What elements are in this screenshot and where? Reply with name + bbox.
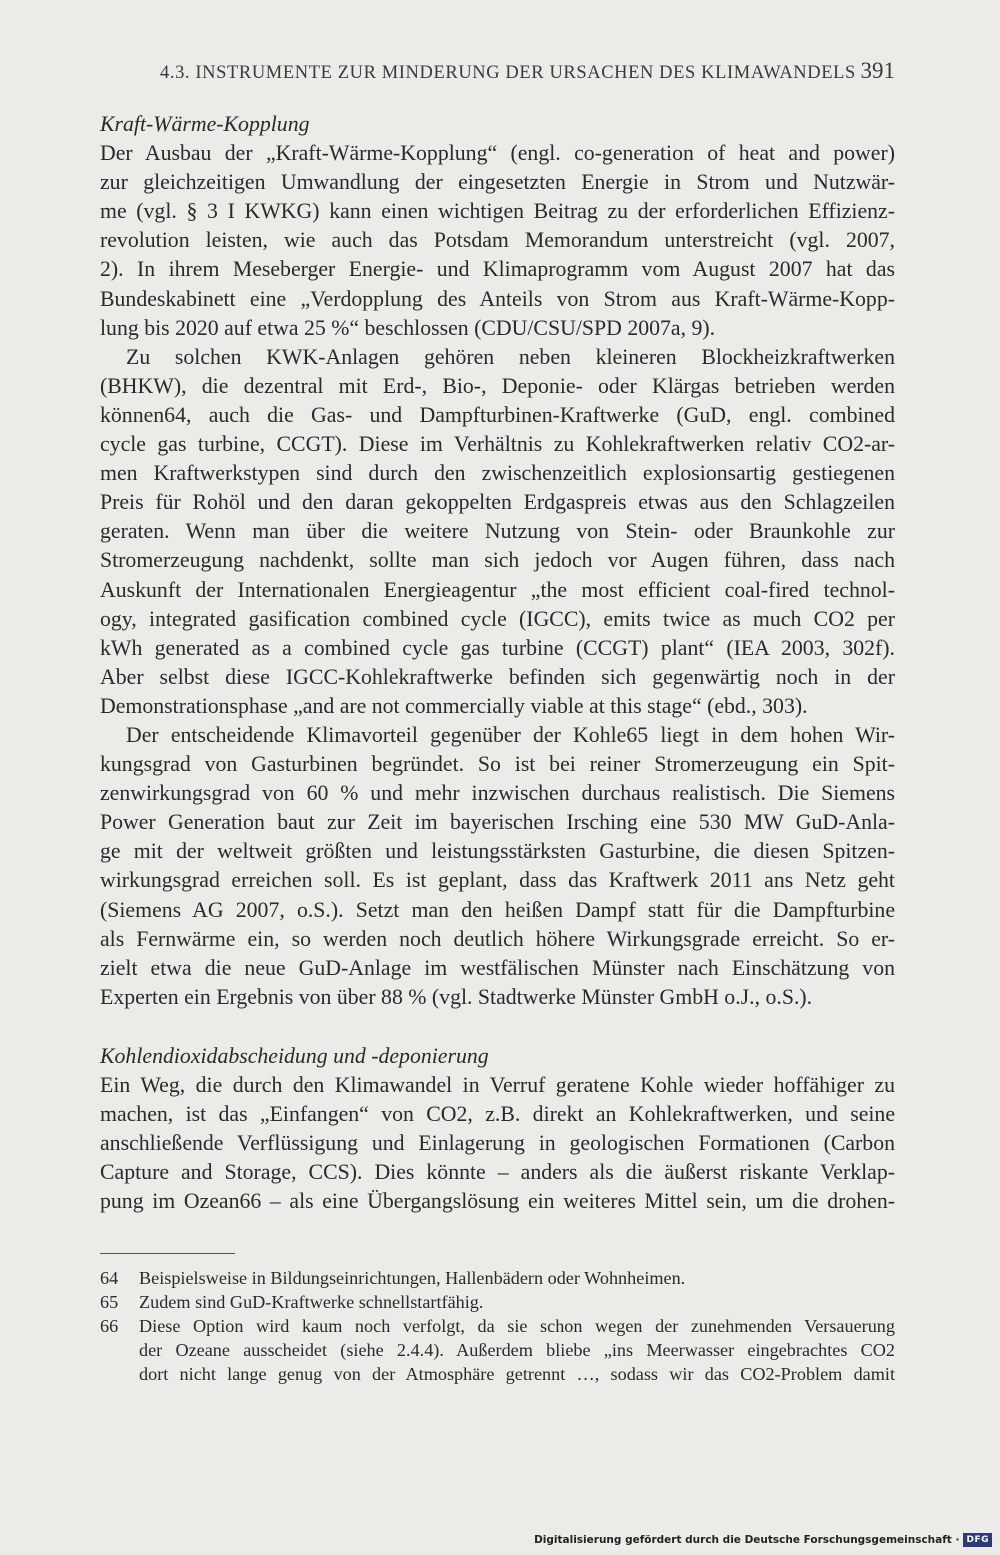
main-text <box>100 110 895 1216</box>
text-line: Der entscheidende Klimavorteil gegenüber der Kohle65 liegt in dem hohen Wir- <box>126 722 895 747</box>
footnote-text: der Ozeane ausscheidet (siehe 2.4.4). Außerdem bliebe „ins Meerwasser eingebrachtes CO2 <box>139 1340 895 1360</box>
text-line: Power Generation baut zur Zeit im bayerischen Irsching eine 530 MW GuD-Anla- <box>100 810 895 835</box>
footnote-text: Diese Option wird kaum noch verfolgt, da sie schon wegen der zunehmenden Versauerung <box>139 1316 895 1336</box>
footnote-text: dort nicht lange genug von der Atmosphäre getrennt …, sodass wir das CO2-Problem damit <box>139 1364 895 1384</box>
text-line: geraten. Wenn man über die weitere Nutzung von Stein- oder Braunkohle zur <box>100 519 895 544</box>
text-line: Capture and Storage, CCS). Dies könnte – anders als die äußerst riskante Verklap- <box>100 1160 895 1185</box>
text-line: Zu solchen KWK-Anlagen gehören neben kleineren Blockheizkraftwerken <box>126 344 895 369</box>
text-line: ogy, integrated gasification combined cycle (IGCC), emits twice as much CO2 per <box>100 606 895 631</box>
footnote-line <box>100 1338 895 1362</box>
text-line: me (vgl. § 3 I KWKG) kann einen wichtigen Beitrag zu der erforderlichen Effizienz- <box>100 199 895 224</box>
text-line: Demonstrationsphase „and are not commercially viable at this stage“ (ebd., 303). <box>100 693 808 718</box>
section-body <box>100 139 895 1012</box>
footnote-line <box>100 1290 895 1314</box>
digitization-credit <box>534 1533 992 1547</box>
footnote-line <box>100 1266 895 1290</box>
text-line: 2). In ihrem Meseberger Energie- und Klimaprogramm vom August 2007 hat das <box>100 257 895 282</box>
text-line: (Siemens AG 2007, o.S.). Setzt man den heißen Dampf statt für die Dampfturbine <box>100 897 895 922</box>
section-heading: Kohlendioxidabscheidung und -deponierung <box>100 1043 489 1068</box>
text-line: zenwirkungsgrad von 60 % und mehr inzwischen durchaus realistisch. Die Siemens <box>100 781 895 806</box>
text-line: Aber selbst diese IGCC-Kohlekraftwerke befinden sich gegenwärtig noch in der <box>100 664 895 689</box>
text-line: wirkungsgrad erreichen soll. Es ist geplant, dass das Kraftwerk 2011 ans Netz geht <box>100 868 895 893</box>
text-line: zielt etwa die neue GuD-Anlage im westfälischen Münster nach Einschätzung von <box>100 955 895 980</box>
text-line: lung bis 2020 auf etwa 25 %“ beschlossen (CDU/CSU/SPD 2007a, 9). <box>100 315 716 340</box>
credit-text: Digitalisierung gefördert durch die Deutsche Forschungsgemeinschaft · <box>534 1534 960 1546</box>
text-line: Bundeskabinett eine „Verdopplung des Anteils von Strom aus Kraft-Wärme-Kopp- <box>100 286 895 311</box>
text-line: Stromerzeugung nachdenkt, sollte man sich jedoch vor Augen führen, dass nach <box>100 548 895 573</box>
dfg-logo: DFG <box>963 1533 992 1547</box>
section-heading: Kraft-Wärme-Kopplung <box>100 112 310 136</box>
footnotes <box>100 1266 895 1386</box>
text-line: Auskunft der Internationalen Energieagentur „the most efficient coal-fired technol- <box>100 577 895 602</box>
footnote-text: Zudem sind GuD-Kraftwerke schnellstartfähig. <box>139 1292 484 1312</box>
running-header <box>160 58 895 84</box>
text-line: machen, ist das „Einfangen“ von CO2, z.B. direkt an Kohlekraftwerken, und seine <box>100 1102 895 1127</box>
footnote-number: 66 <box>100 1316 119 1336</box>
footnote-text: Beispielsweise in Bildungseinrichtungen, Hallenbädern oder Wohnheimen. <box>139 1268 686 1288</box>
text-line: men Kraftwerkstypen sind durch den zwischenzeitlich explosionsartig gestiegenen <box>100 461 895 486</box>
text-line: können64, auch die Gas- und Dampfturbinen-Kraftwerke (GuD, engl. combined <box>100 402 895 427</box>
footnote-number: 64 <box>100 1268 119 1288</box>
running-header-title: 4.3. INSTRUMENTE ZUR MINDERUNG DER URSACHEN DES KLIMAWANDELS <box>160 63 856 83</box>
text-line: zur gleichzeitigen Umwandlung der eingesetzten Energie in Strom und Nutzwär- <box>100 170 895 195</box>
text-line: Der Ausbau der „Kraft-Wärme-Kopplung“ (engl. co-generation of heat and power) <box>100 141 895 166</box>
text-line: (BHKW), die dezentral mit Erd-, Bio-, Deponie- oder Klärgas betrieben werden <box>100 373 895 398</box>
text-line: pung im Ozean66 – als eine Übergangslösung ein weiteres Mittel sein, um die drohen- <box>100 1189 895 1214</box>
text-line: kungsgrad von Gasturbinen begründet. So ist bei reiner Stromerzeugung ein Spit- <box>100 752 895 777</box>
footnote-separator <box>100 1253 235 1254</box>
text-line: Ein Weg, die durch den Klimawandel in Verruf geratene Kohle wieder hoffähiger zu <box>100 1073 895 1097</box>
page-number: 391 <box>860 58 895 83</box>
footnote-number: 65 <box>100 1292 119 1312</box>
text-line: ge mit der weltweit größten und leistungsstärksten Gasturbine, die diesen Spitzen- <box>100 839 895 864</box>
footnote-line <box>100 1314 895 1338</box>
text-line: kWh generated as a combined cycle gas turbine (CCGT) plant“ (IEA 2003, 302f). <box>100 635 895 660</box>
text-line: anschließende Verflüssigung und Einlagerung in geologischen Formationen (Carbon <box>100 1131 895 1156</box>
text-line: als Fernwärme ein, so werden noch deutlich höhere Wirkungsgrade erreicht. So er- <box>100 926 895 951</box>
text-line: Experten ein Ergebnis von über 88 % (vgl. Stadtwerke Münster GmbH o.J., o.S.). <box>100 984 813 1009</box>
section-body <box>100 1071 895 1216</box>
footnote-line <box>100 1362 895 1386</box>
text-line: Preis für Rohöl und den daran gekoppelten Erdgaspreis etwas aus den Schlagzeilen <box>100 490 895 515</box>
text-line: cycle gas turbine, CCGT). Diese im Verhältnis zu Kohlekraftwerken relativ CO2-ar- <box>100 432 895 457</box>
text-line: revolution leisten, wie auch das Potsdam Memorandum unterstreicht (vgl. 2007, <box>100 228 895 253</box>
